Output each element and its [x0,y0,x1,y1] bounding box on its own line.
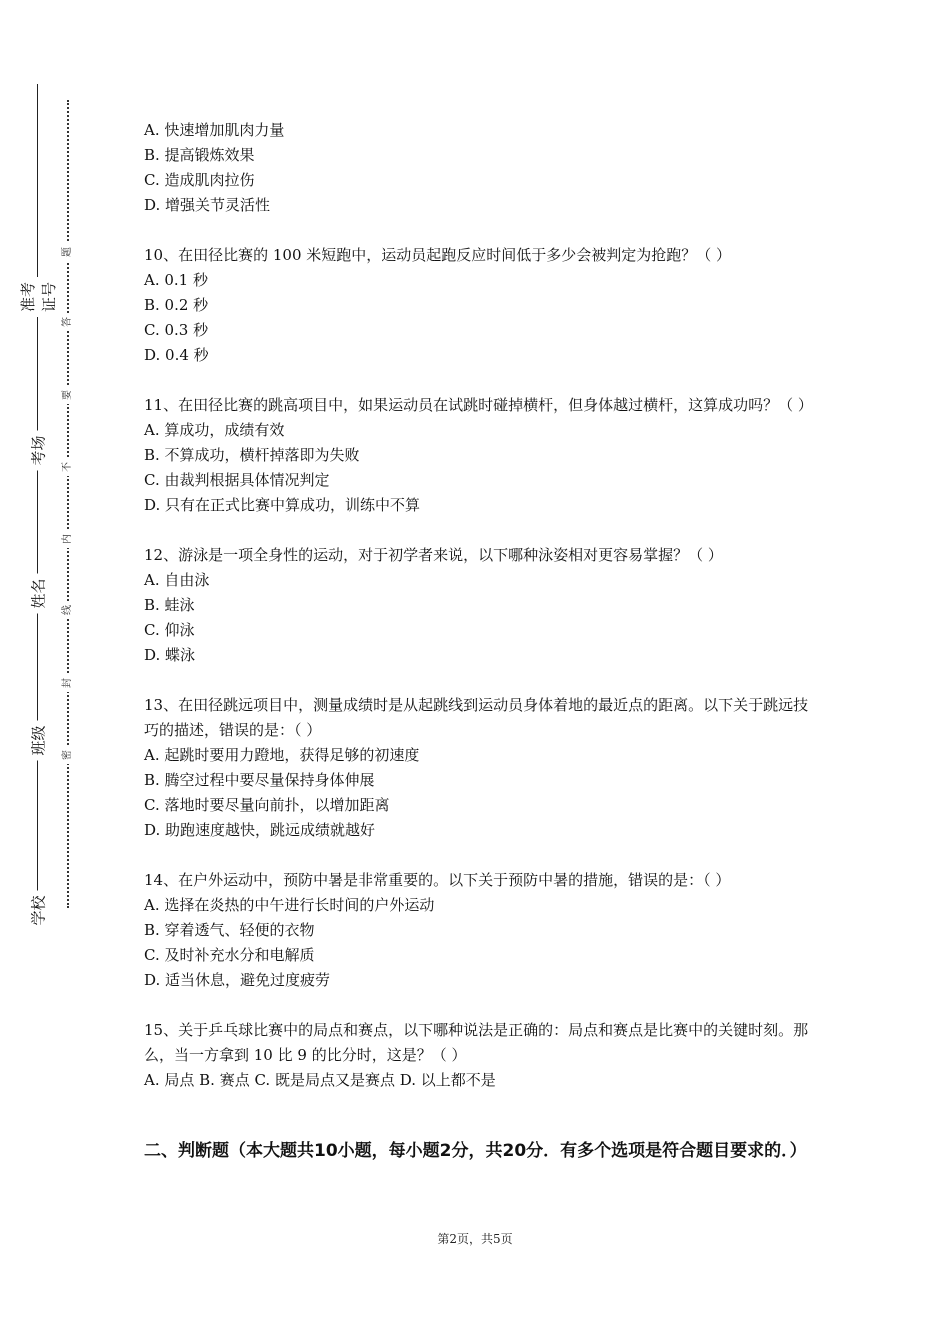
exam-room-label: 考场 [28,431,49,471]
q11-option: D. 只有在正式比赛中算成功，训练中不算 [144,496,421,514]
q13-option: C. 落地时要尽量向前扑，以增加距离 [144,796,390,814]
q9-option: C. 造成肌肉拉伤 [144,171,255,189]
q12-option: A. 自由泳 [144,571,210,589]
q14-option: A. 选择在炎热的中午进行长时间的户外运动 [144,896,435,914]
class-label: 班级 [28,721,49,761]
q14-option: B. 穿着透气、轻便的衣物 [144,921,315,939]
seal-char: 要 [61,386,75,404]
q9-option: A. 快速增加肌肉力量 [144,121,285,139]
q10-option: B. 0.2 秒 [144,296,209,314]
question-10-text: 10、在田径比赛的 100 米短跑中，运动员起跑反应时间低于多少会被判定为抢跑？（ ） [144,246,732,264]
question-15-text: 15、关于乒乓球比赛中的局点和赛点，以下哪种说法是正确的：局点和赛点是比赛中的关键时刻。那么，当一方拿到 10 比 9 的比分时，这是？（ ） [144,1021,809,1064]
q12-option: B. 蛙泳 [144,596,195,614]
seal-char: 线 [61,601,75,619]
q11-option: B. 不算成功，横杆掉落即为失败 [144,446,360,464]
q13-option: D. 助跑速度越快，跳远成绩就越好 [144,821,376,839]
q13-option: B. 腾空过程中要尽量保持身体伸展 [144,771,375,789]
q10-option: D. 0.4 秒 [144,346,209,364]
q14-option: D. 适当休息，避免过度疲劳 [144,971,331,989]
q9-option: D. 增强关节灵活性 [144,196,271,214]
exam-id-label: 准考证号 [17,277,59,317]
seal-char: 内 [61,530,75,548]
seal-char: 答 [61,313,75,331]
q10-option: A. 0.1 秒 [144,271,208,289]
question-12-text: 12、游泳是一项全身性的运动，对于初学者来说，以下哪种泳姿相对更容易掌握？（ ） [144,546,723,564]
question-14-text: 14、在户外运动中，预防中暑是非常重要的。以下关于预防中暑的措施，错误的是：（ ） [144,871,731,889]
binding-solid-line [37,84,38,924]
binding-margin [0,0,100,1344]
seal-char: 封 [61,674,75,692]
binding-dotted-line [67,100,69,908]
seal-char: 不 [61,458,75,476]
q13-option: A. 起跳时要用力蹬地，获得足够的初速度 [144,746,420,764]
school-label: 学校 [28,891,49,931]
seal-char: 密 [61,746,75,764]
page-footer: 第2页，共5页 [437,1232,513,1246]
q12-option: D. 蝶泳 [144,646,196,664]
name-label: 姓名 [28,574,49,614]
q11-option: A. 算成功，成绩有效 [144,421,285,439]
q14-option: C. 及时补充水分和电解质 [144,946,315,964]
q11-option: C. 由裁判根据具体情况判定 [144,471,330,489]
seal-char: 题 [61,243,75,261]
q9-option: B. 提高锻炼效果 [144,146,255,164]
section-2-title: 二、判断题（本大题共10小题，每小题2分，共20分．有多个选项是符合题目要求的．） [144,1141,807,1161]
question-list [144,118,814,1093]
q12-option: C. 仰泳 [144,621,195,639]
q15-options: A. 局点 B. 赛点 C. 既是局点又是赛点 D. 以上都不是 [144,1071,496,1089]
question-11-text: 11、在田径比赛的跳高项目中，如果运动员在试跳时碰掉横杆，但身体越过横杆，这算成功吗？（ ） [144,396,813,414]
q10-option: C. 0.3 秒 [144,321,209,339]
question-13-text: 13、在田径跳远项目中，测量成绩时是从起跳线到运动员身体着地的最近点的距离。以下关于跳远技巧的描述，错误的是：（ ） [144,696,809,739]
